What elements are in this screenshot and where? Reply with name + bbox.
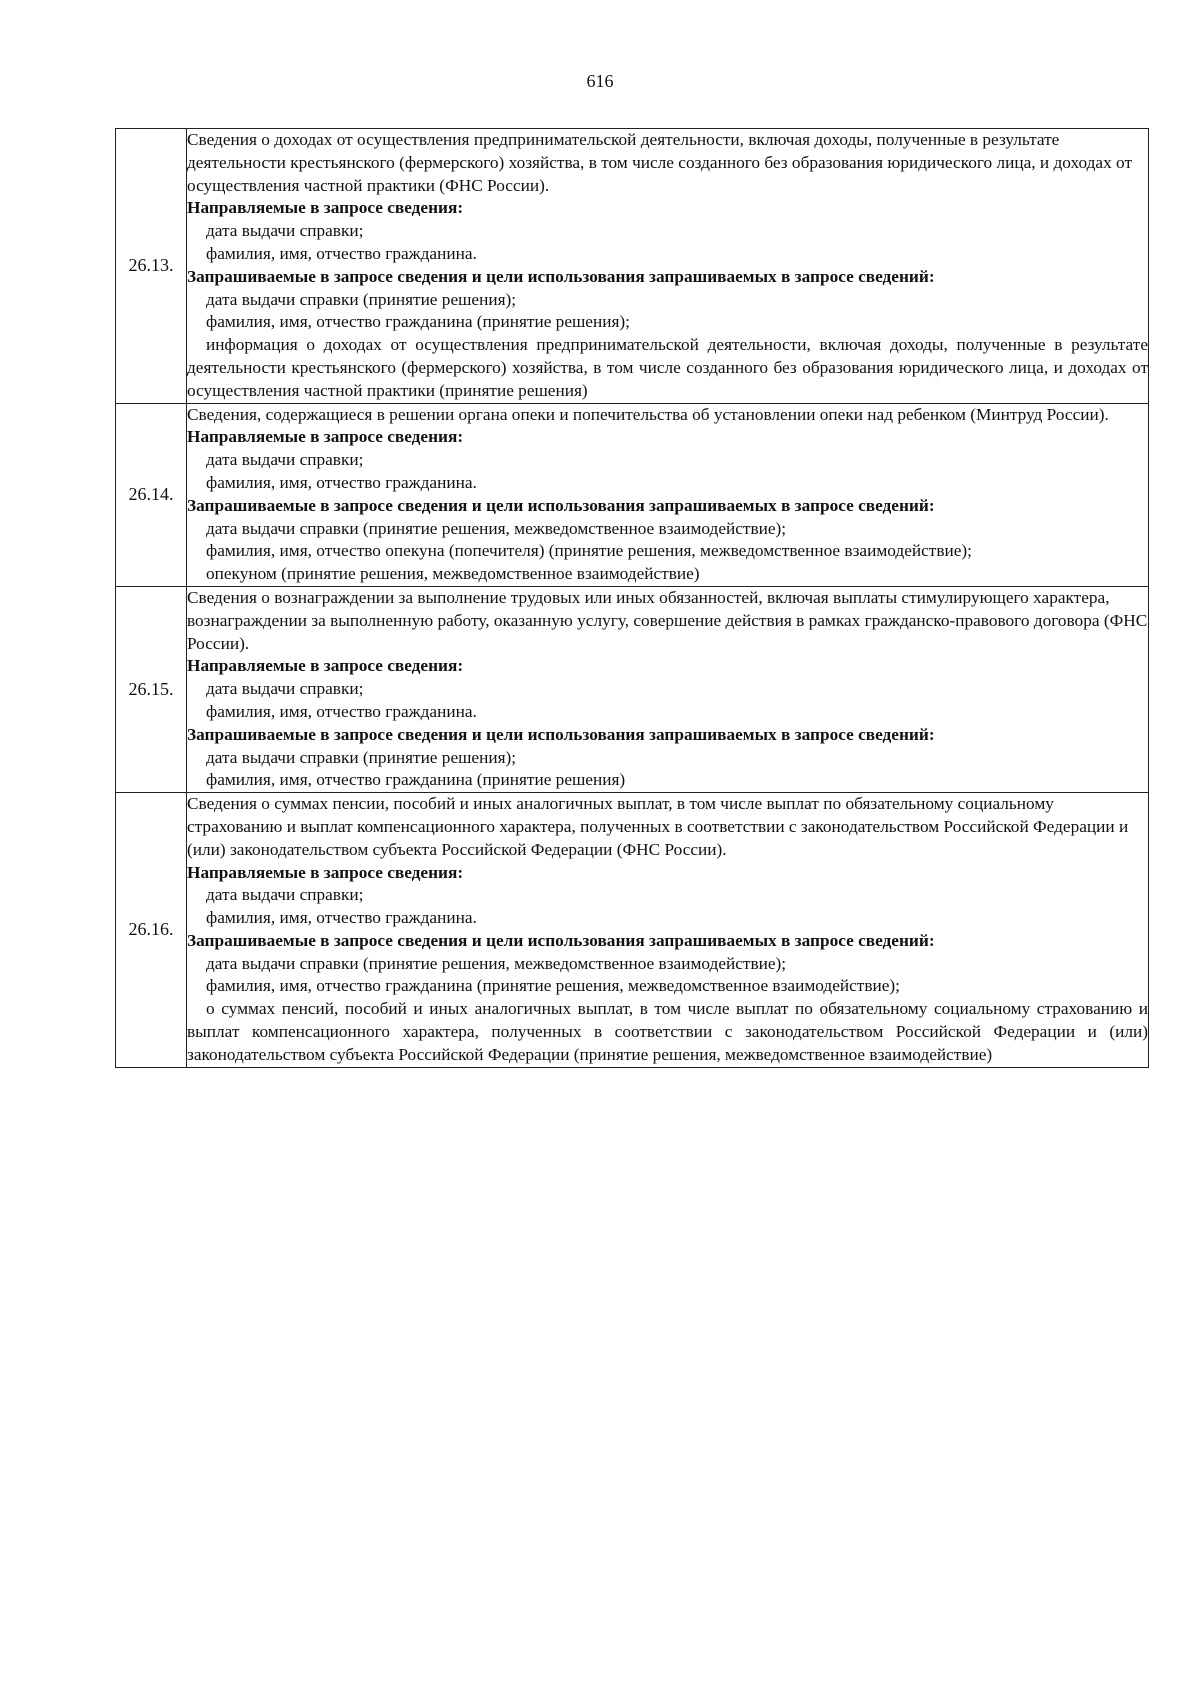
row-content — [187, 129, 1149, 404]
row-number: 26.13. — [116, 129, 187, 404]
row-title: Сведения о доходах от осуществления предпринимательской деятельности, включая доходы, полученные в результате деятельности крестьянского (фермерского) хозяйства, в том числе созданного без образования юридического лица, и доходах от осуществления частной практики (ФНС России). — [187, 130, 1132, 195]
requested-item: фамилия, имя, отчество гражданина (принятие решения); — [206, 312, 630, 332]
sent-item: дата выдачи справки; — [206, 679, 364, 699]
table-row — [116, 403, 1149, 586]
row-number: 26.15. — [116, 586, 187, 792]
row-content — [187, 586, 1149, 792]
requested-item: дата выдачи справки (принятие решения, межведомственное взаимодействие); — [206, 953, 787, 973]
requested-heading: Запрашиваемые в запросе сведения и цели использования запрашиваемых в запросе сведений: — [187, 930, 935, 950]
sent-heading: Направляемые в запросе сведения: — [187, 656, 464, 676]
sent-item: фамилия, имя, отчество гражданина. — [206, 701, 477, 721]
row-title: Сведения о суммах пенсии, пособий и иных аналогичных выплат, в том числе выплат по обязательному социальному страхованию и выплат компенсационного характера, полученных в соответствии с законодательством Российской Федерации и (или) законодательством субъекта Российской Федерации (ФНС России). — [187, 794, 1129, 859]
sent-item: фамилия, имя, отчество гражданина. — [206, 472, 477, 492]
row-number: 26.16. — [116, 793, 187, 1068]
requested-item: о суммах пенсий, пособий и иных аналогичных выплат, в том числе выплат по обязательному социальному страхованию и выплат компенсационного характера, полученных в соответствии с законодательством Российской Федерации и (или) законодательством субъекта Российской Федерации (принятие решения, межведомственное взаимодействие) — [187, 999, 1148, 1064]
sent-item: фамилия, имя, отчество гражданина. — [206, 243, 477, 263]
row-number: 26.14. — [116, 403, 187, 586]
requested-item: информация о доходах от осуществления предпринимательской деятельности, включая доходы, полученные в результате деятельности крестьянского (фермерского) хозяйства, в том числе созданного без образования юридического лица, и доходах от осуществления частной практики (принятие решения) — [187, 335, 1148, 400]
sent-item: дата выдачи справки; — [206, 885, 364, 905]
requested-item: фамилия, имя, отчество гражданина (принятие решения, межведомственное взаимодействие); — [206, 976, 900, 996]
sent-heading: Направляемые в запросе сведения: — [187, 427, 464, 447]
row-content — [187, 793, 1149, 1068]
row-content — [187, 403, 1149, 586]
sent-item: фамилия, имя, отчество гражданина. — [206, 908, 477, 928]
requested-item: дата выдачи справки (принятие решения, межведомственное взаимодействие); — [206, 518, 787, 538]
row-title: Сведения о вознаграждении за выполнение трудовых или иных обязанностей, включая выплаты стимулирующего характера, вознаграждении за выполненную работу, оказанную услугу, совершение действия в рамках гражданско-правового договора (ФНС России). — [187, 587, 1148, 653]
requested-item: опекуном (принятие решения, межведомственное взаимодействие) — [206, 564, 700, 584]
requested-item: фамилия, имя, отчество опекуна (попечителя) (принятие решения, межведомственное взаимодействие); — [206, 541, 972, 561]
sent-heading: Направляемые в запросе сведения: — [187, 198, 464, 218]
requested-item: дата выдачи справки (принятие решения); — [206, 747, 517, 767]
requested-heading: Запрашиваемые в запросе сведения и цели использования запрашиваемых в запросе сведений: — [187, 724, 935, 744]
requested-heading: Запрашиваемые в запросе сведения и цели использования запрашиваемых в запросе сведений: — [187, 266, 935, 286]
sent-item: дата выдачи справки; — [206, 221, 364, 241]
row-title: Сведения, содержащиеся в решении органа опеки и попечительства об установлении опеки над ребенком (Минтруд России). — [187, 404, 1109, 424]
table-row — [116, 793, 1149, 1068]
table-row — [116, 129, 1149, 404]
page-number: 616 — [586, 71, 614, 91]
requested-heading: Запрашиваемые в запросе сведения и цели использования запрашиваемых в запросе сведений: — [187, 495, 935, 515]
requirements-table — [115, 128, 1149, 1068]
table-row — [116, 586, 1149, 792]
sent-item: дата выдачи справки; — [206, 450, 364, 470]
requested-item: фамилия, имя, отчество гражданина (принятие решения) — [206, 770, 626, 790]
requested-item: дата выдачи справки (принятие решения); — [206, 289, 517, 309]
sent-heading: Направляемые в запросе сведения: — [187, 862, 464, 882]
